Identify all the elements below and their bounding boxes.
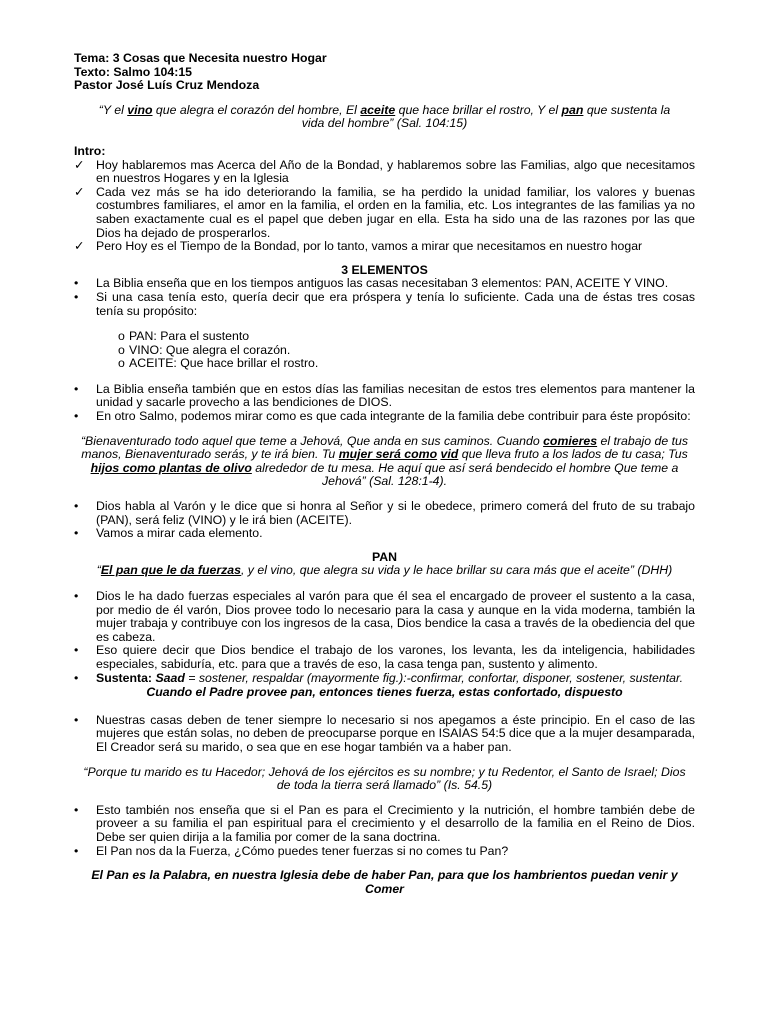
bullet-icon: • [74,409,79,424]
bullet-icon: • [74,526,79,541]
sublist-item: o VINO: Que alegra el corazón. [118,342,291,357]
circle-bullet-icon: o [118,329,125,344]
check-icon: ✓ [74,184,85,199]
intro-heading: Intro: [74,143,106,158]
sublist-item: o ACEITE: Que hace brillar el rostro. [118,356,319,371]
elements-item: • La Biblia enseña también que en estos días las familias necesitan de estos tres elementos para mantener la unidad y sacarle provecho a las bendiciones de DIOS. [74,381,695,410]
bullet-icon: • [74,670,79,685]
elements-item: • Si una casa tenía esto, quería decir que era próspera y tenía lo suficiente. Cada una de éstas tres cosas tenía su propósito: [74,289,695,318]
pan-item: • El Pan nos da la Fuerza, ¿Cómo puedes tener fuerzas si no comes tu Pan? [74,843,509,858]
intro-item: ✓ Pero Hoy es el Tiempo de la Bondad, por lo tanto, vamos a mirar que necesitamos en nuestro hogar [74,239,643,254]
elements-heading: 3 ELEMENTOS [341,262,428,277]
check-icon: ✓ [74,157,85,172]
body-item: • Vamos a mirar cada elemento. [74,526,263,541]
bullet-icon: • [74,712,79,727]
elements-sublist [74,330,695,371]
check-icon: ✓ [74,239,85,254]
intro-item: ✓ Hoy hablaremos mas Acerca del Año de la Bondad, y hablaremos sobre las Familias, algo que necesitamos en nuestros Hogares y en la Iglesia [74,157,695,186]
sublist-item: o PAN: Para el sustento [118,329,250,344]
bullet-icon: • [74,499,79,514]
closing-statement: El Pan es la Palabra, en nuestra Iglesia debe de haber Pan, para que los hambrientos puedan venir y Comer [91,868,678,896]
bullet-icon: • [74,589,79,603]
pan-item: • Nuestras casas deben de tener siempre lo necesario si nos apegamos a éste principio. En el caso de las mujeres que están solas, no deben de preocuparse porque en ISAIAS 54:5 dice que a la mujer desamparada, El Creador será su marido, o sea que en ese hogar también va a haber pan. [74,712,695,754]
sermon-pastor: Pastor José Luís Cruz Mendoza [74,78,260,93]
sustenta-definition: • Sustenta: Saad = sostener, respaldar (mayormente fig.):-confirmar, confortar, disponer, sostener, sustentar. [74,670,684,685]
pan-statement: Cuando el Padre provee pan, entonces tienes fuerza, estas confortado, dispuesto [146,685,623,700]
circle-bullet-icon: o [118,342,125,357]
opening-quote: “Y el vino que alegra el corazón del hombre, El aceite que hace brillar el rostro, Y el pan que sustenta la vida del hombre” (Sal. 104:15) [98,102,671,131]
pan-quote: “El pan que le da fuerzas, y el vino, que alegra su vida y le hace brillar su cara más que el aceite” (DHH) [96,563,673,578]
pan-item: • Eso quiere decir que Dios bendice el trabajo de los varones, los levanta, les da inteligencia, habilidades especiales, sabiduría, etc. para que a través de eso, la casa tenga pan, sustento y alimento. [74,643,695,671]
pan-item: • Dios le ha dado fuerzas especiales al varón para que él sea el encargado de proveer el sustento a la casa, por medio de él varón, Dios provee todo lo necesario para la casa y aunque en la vida moderna, también la mujer trabaja y contribuye con los ingresos de la casa, Dios bendice la casa a través de la obediencia del que es cabeza. [74,589,695,644]
bullet-icon: • [74,802,79,817]
isaiah-quote: “Porque tu marido es tu Hacedor; Jehová de los ejércitos es su nombre; y tu Redentor, el Santo de Israel; Dios de toda la tierra será llamado” (Is. 54.5) [83,764,686,793]
elements-item: • En otro Salmo, podemos mirar como es que cada integrante de la familia debe contribuir para éste propósito: [74,409,691,424]
sermon-text: Texto: Salmo 104:15 [74,64,193,79]
document-page [74,52,695,896]
bullet-icon: • [74,381,79,396]
pan-item: • Esto también nos enseña que si el Pan es para el Crecimiento y la nutrición, el hombre también debe de proveer a su familia el pan espiritual para el crecimiento y el desarrollo de la familia en el Reino de Dios. Debe ser quien dirija a la familia por comer de la sana doctrina. [74,802,695,844]
circle-bullet-icon: o [118,356,125,371]
bullet-icon: • [74,643,79,658]
body-item: • Dios habla al Varón y le dice que si honra al Señor y si le obedece, primero comerá del fruto de su trabajo (PAN), será feliz (VINO) y le irá bien (ACEITE). [74,499,695,527]
bullet-icon: • [74,289,79,304]
psalm-quote: “Bienaventurado todo aquel que teme a Jehová, Que anda en sus caminos. Cuando comieres el trabajo de tus manos, Bienaventurado serás, y te irá bien. Tu mujer será como vid que lleva fruto a los lados de tu casa; Tus hijos como plantas de olivo alrededor de tu mesa. He aquí que así será bendecido el hombre Que teme a Jehová” (Sal. 128:1-4). [80,433,689,489]
bullet-icon: • [74,843,79,858]
intro-item: ✓ Cada vez más se ha ido deteriorando la familia, se ha perdido la unidad familiar, los valores y buenas costumbres familiares, el amor en la familia, el orden en la familia, etc. Los integrantes de las familias ya no saben exactamente cual es el papel que deben jugar en ella. Esta ha sido una de las razones por las que Dios ha dejado de prosperarlos. [74,184,695,240]
elements-item: • La Biblia enseña que en los tiempos antiguos las casas necesitaban 3 elementos: PAN, ACEITE Y VINO. [74,276,669,291]
pan-heading: PAN [371,549,398,564]
sermon-theme: Tema: 3 Cosas que Necesita nuestro Hogar [74,51,327,65]
bullet-icon: • [74,276,79,291]
